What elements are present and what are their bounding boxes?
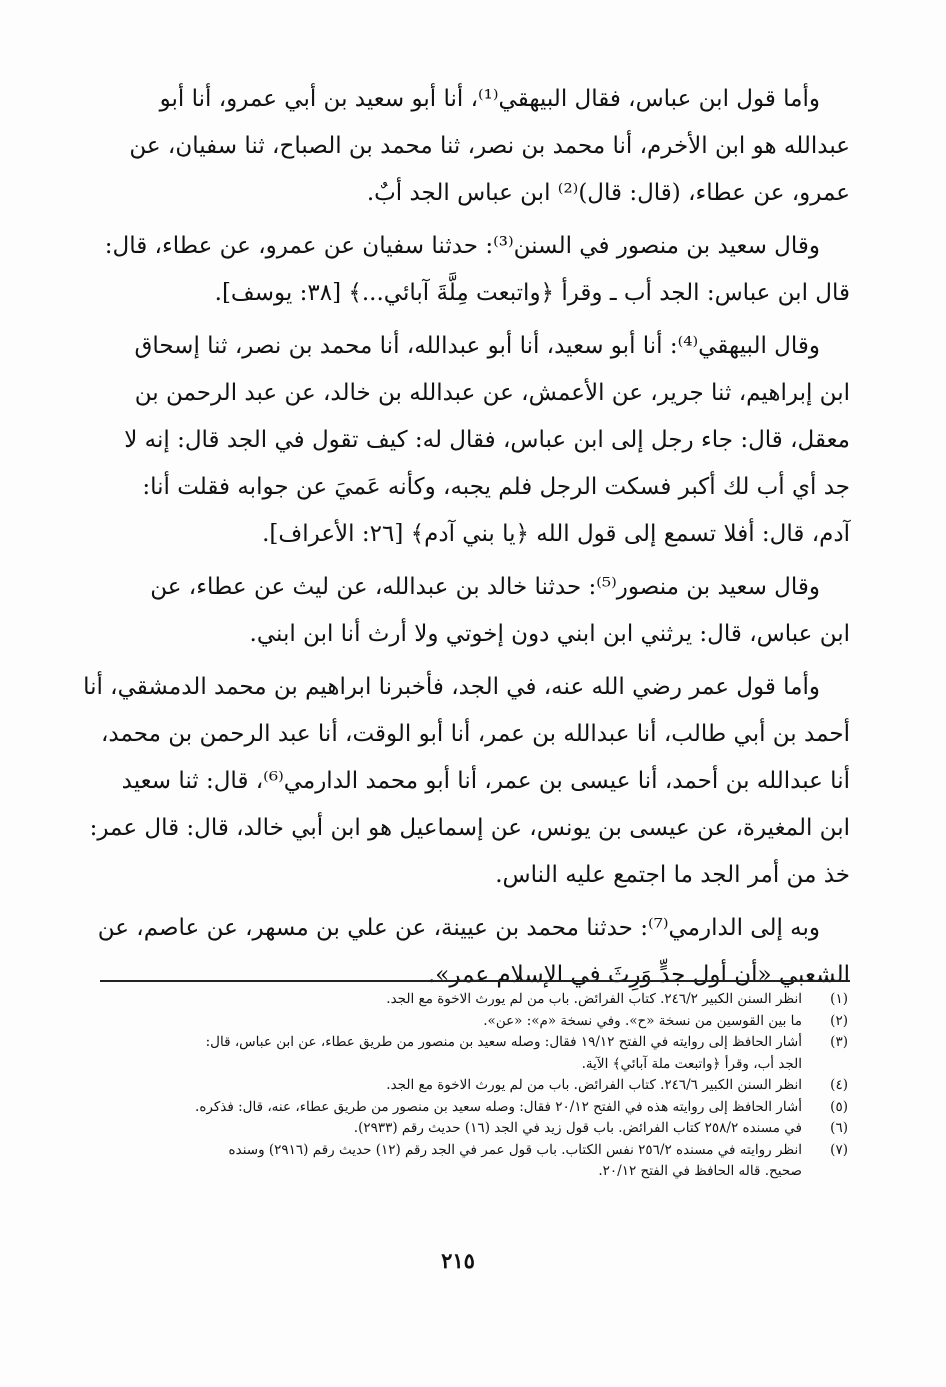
text-line: أحمد بن أبي طالب، أنا عبدالله بن عمر، أنا أبو الوقت، أنا عبد الرحمن بن محمد، [100, 721, 850, 747]
text-line: ابن إبراهيم، ثنا جرير، عن الأعمش، عن عبدالله بن خالد، عن عبد الرحمن بن [134, 380, 850, 406]
text-line: قال ابن عباس: الجد أب ـ وقرأ ﴿واتبعت مِلَّةَ آبائي...﴾ [٣٨: يوسف]. [214, 280, 850, 306]
footnote-line: صحيح. قاله الحافظ في الفتح ٢٠/١٢. [598, 1163, 802, 1179]
footnote-number: (٦) [830, 1120, 848, 1136]
paragraph-bayhaqi-narration [100, 323, 850, 558]
footnote-line: انظر السنن الكبير ٢٤٦/٢. كتاب الفرائض. باب من لم يورث الاخوة مع الجد. [386, 991, 802, 1007]
footnote-6 [100, 1118, 850, 1140]
footnote-3 [100, 1032, 850, 1075]
footnote-text [100, 1011, 802, 1033]
paragraph-umar-saying [83, 664, 850, 899]
page-number: ٢١٥ [441, 1248, 475, 1273]
footnote-7 [100, 1140, 850, 1183]
text-line: وقال سعيد بن منصور في السنن⁽³⁾: حدثنا سفيان عن عمرو، عن عطاء، قال: [104, 233, 820, 259]
footnote-text [100, 1097, 802, 1119]
footnote-text [100, 989, 802, 1011]
footnote-2 [100, 1011, 850, 1033]
text-line: وأما قول عمر رضي الله عنه، في الجد، فأخبرنا ابراهيم بن محمد الدمشقي، أنا [83, 674, 820, 700]
paragraph-said-bin-mansur-khalid [100, 564, 850, 658]
footnotes [100, 989, 850, 1183]
text-line: الشعبي «أن أول جدٍّ وَرِثَ في الإسلام عمر». [427, 962, 850, 988]
footnote-line: ما بين القوسين من نسخة «ح». وفي نسخة «م»: «عن». [483, 1012, 802, 1029]
footnote-divider [100, 980, 850, 982]
footnote-text [100, 1140, 802, 1183]
footnote-number: (٣) [830, 1034, 848, 1050]
footnote-1 [100, 989, 850, 1011]
paragraph-darimi-shabi [97, 905, 850, 999]
footnote-number: (٧) [830, 1141, 848, 1158]
text-line: أنا عبدالله بن أحمد، أنا عيسى بن عمر، أنا أبو محمد الدارمي⁽⁶⁾، قال: ثنا سعيد [121, 768, 850, 794]
footnote-number: (١) [830, 991, 848, 1007]
text-line: ابن عباس، قال: يرثني ابن ابني دون إخوتي ولا أرث أنا ابن ابني. [249, 621, 850, 647]
footnote-line: انظر روايته في مسنده ٢٥٦/٢ نفس الكتاب. باب قول عمر في الجد رقم (١٢) حديث رقم (٢٩١٦) وسنده [228, 1141, 802, 1158]
paragraph-ibn-abbas-bayhaqi [100, 76, 850, 217]
footnote-line: انظر السنن الكبير ٢٤٦/٦. كتاب الفرائض. باب من لم يورث الاخوة مع الجد. [386, 1077, 802, 1093]
text-line: خذ من أمر الجد ما اجتمع عليه الناس. [495, 862, 850, 888]
paragraph-said-bin-mansur-sunan [100, 223, 850, 317]
footnote-number: (٤) [830, 1077, 848, 1093]
text-line: وبه إلى الدارمي⁽⁷⁾: حدثنا محمد بن عيينة، عن علي بن مسهر، عن عاصم، عن [97, 915, 820, 941]
text-line: جد أي أب لك أكبر فسكت الرجل فلم يجبه، وكأنه عَميَ عن جوابه فقلت أنا: [142, 474, 850, 500]
text-line: عمرو، عن عطاء، (قال: قال)⁽²⁾ ابن عباس الجد أبٌ. [366, 180, 850, 206]
text-line: عبدالله هو ابن الأخرم، أنا محمد بن نصر، ثنا محمد بن الصباح، ثنا سفيان، عن [129, 133, 850, 159]
footnote-text [100, 1075, 802, 1097]
footnote-text [100, 1118, 802, 1140]
text-line: وقال البيهقي⁽⁴⁾: أنا أبو سعيد، أنا أبو عبدالله، أنا محمد بن نصر، ثنا إسحاق [134, 333, 820, 359]
footnote-line: أشار الحافظ إلى روايته في الفتح ١٩/١٢ فقال: وصله سعيد بن منصور من طريق عطاء، عن ابن عباس، قال: [205, 1034, 802, 1050]
text-line: ابن المغيرة، عن عيسى بن يونس، عن إسماعيل هو ابن أبي خالد، قال: قال عمر: [89, 815, 850, 841]
text-line: وقال سعيد بن منصور⁽⁵⁾: حدثنا خالد بن عبدالله، عن ليث عن عطاء، عن [150, 574, 820, 600]
footnote-4 [100, 1075, 850, 1097]
footnote-line: الجد أب، وقرأ ﴿واتبعت ملة آبائي﴾ الآية. [581, 1055, 802, 1072]
footnote-number: (٥) [830, 1098, 848, 1115]
text-line: وأما قول ابن عباس، فقال البيهقي⁽¹⁾، أنا أبو سعيد بن أبي عمرو، أنا أبو [159, 86, 820, 112]
footnote-number: (٢) [830, 1012, 848, 1029]
text-line: معقل، قال: جاء رجل إلى ابن عباس، فقال له: كيف تقول في الجد قال: إنه لا [124, 427, 850, 453]
footnote-line: في مسنده ٢٥٨/٢ كتاب الفرائض. باب قول زيد في الجد (١٦) حديث رقم (٢٩٣٣). [353, 1120, 802, 1136]
footnote-line: أشار الحافظ إلى روايته هذه في الفتح ٢٠/١٢ فقال: وصله سعيد بن منصور من طريق عطاء، عنه، قال: فذكره. [195, 1098, 802, 1115]
footnote-5 [100, 1097, 850, 1119]
main-text [83, 76, 850, 1005]
footnote-text [100, 1032, 802, 1075]
text-line: آدم، قال: أفلا تسمع إلى قول الله ﴿يا بني آدم﴾ [٢٦: الأعراف]. [262, 521, 850, 547]
